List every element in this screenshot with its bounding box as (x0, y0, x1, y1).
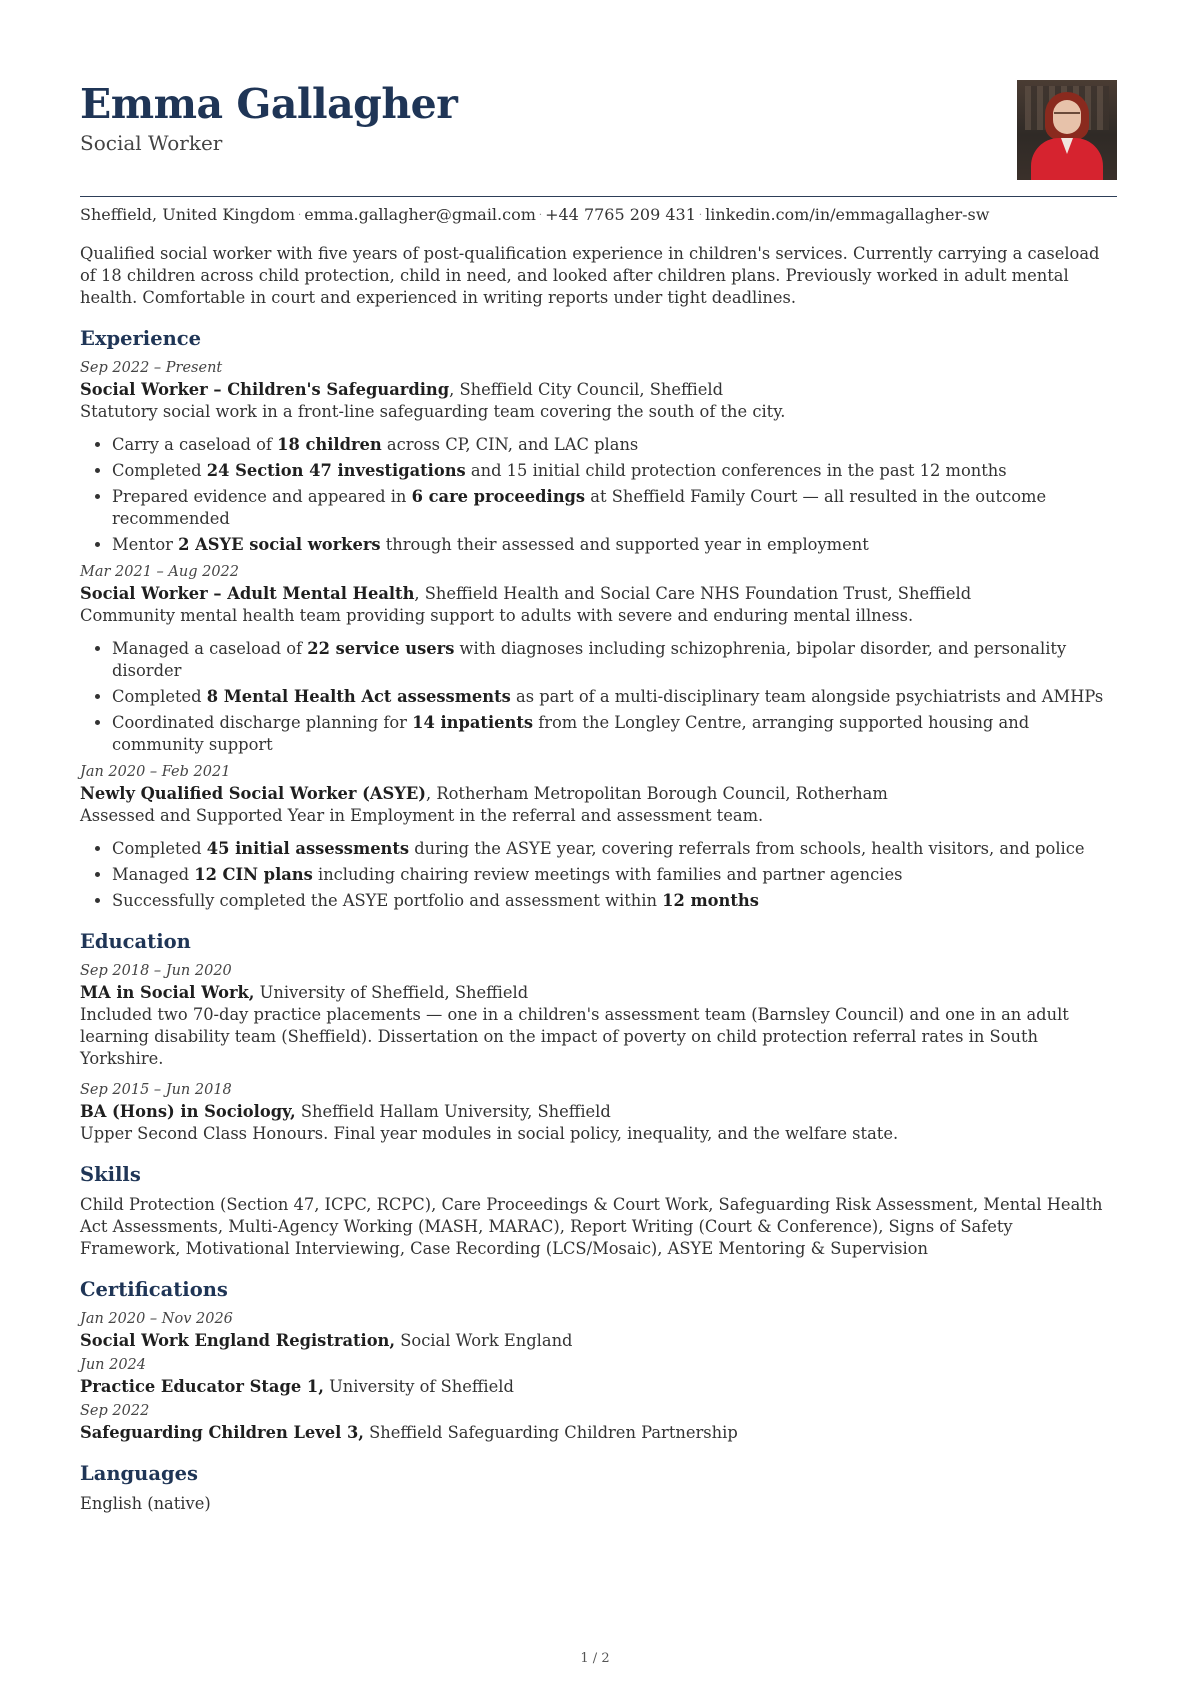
job-title: Social Worker – Adult Mental Health (80, 583, 415, 603)
achievement-text: across CP, CIN, and LAC plans (381, 434, 639, 454)
header-divider (80, 196, 1117, 197)
section-heading-certifications: Certifications (80, 1277, 228, 1301)
certification-issuer: Social Work England (395, 1330, 573, 1350)
achievement-highlight: 45 initial assessments (206, 838, 410, 858)
employer: , Sheffield Health and Social Care NHS Foundation Trust, Sheffield (414, 583, 972, 603)
section-heading-education: Education (80, 929, 191, 953)
languages-text: English (native) (80, 1493, 211, 1513)
resume-header (80, 80, 1117, 196)
certification-entry (80, 1355, 1117, 1398)
certification-date: Jan 2020 – Nov 2026 (80, 1310, 233, 1327)
achievement-highlight: 14 inpatients (412, 712, 534, 732)
achievement-text: Completed (112, 686, 207, 706)
experience-entry (80, 358, 1117, 556)
certification-title-line (80, 1375, 1117, 1398)
education-entry (80, 961, 1117, 1070)
contact-line: Sheffield, United Kingdom · emma.gallagher@gmail.com · +44 7765 209 431 · linkedin.com/in/emmagallagher-sw (80, 205, 990, 224)
experience-title-line (80, 782, 1117, 805)
achievement-text: Completed (112, 460, 207, 480)
certification-title-line (80, 1421, 1117, 1444)
achievement-text: from the Longley Centre, arranging supported housing and community support (112, 712, 1030, 754)
candidate-name: Emma Gallagher (80, 80, 458, 128)
section-heading-languages: Languages (80, 1461, 198, 1485)
certification-date: Sep 2022 (80, 1402, 150, 1419)
certification-entry (80, 1401, 1117, 1444)
contact-email[interactable]: emma.gallagher@gmail.com (304, 205, 536, 224)
certifications-list (80, 1309, 1117, 1444)
achievement-text: Carry a caseload of (112, 434, 278, 454)
experience-entry (80, 562, 1117, 756)
candidate-role: Social Worker (80, 131, 223, 155)
experience-description: Assessed and Supported Year in Employment in the referral and assessment team. (80, 805, 764, 825)
section-heading-experience: Experience (80, 326, 202, 350)
achievement-text: as part of a multi-disciplinary team alongside psychiatrists and AMHPs (510, 686, 1104, 706)
summary-paragraph: Qualified social worker with five years of post-qualification experience in children's services. Currently carrying a caseload of 18 children across child protection, child in need, and looked after children plans. Previously worked in adult mental health. Comfortable in court and experienced in writing reports under tight deadlines. (80, 243, 1100, 307)
contact-phone: +44 7765 209 431 (545, 205, 696, 224)
achievement-item (112, 838, 1117, 860)
achievement-list (80, 638, 1117, 756)
degree-title: BA (Hons) in Sociology, (80, 1101, 296, 1121)
education-description: Upper Second Class Honours. Final year modules in social policy, inequality, and the welfare state. (80, 1123, 899, 1143)
achievement-text: Managed a caseload of (112, 638, 308, 658)
achievement-text: Successfully completed the ASYE portfolio and assessment within (112, 890, 663, 910)
achievement-item (112, 686, 1117, 708)
experience-date: Sep 2022 – Present (80, 359, 223, 376)
certification-title-line (80, 1329, 1117, 1352)
achievement-list (80, 838, 1117, 912)
degree-title: MA in Social Work, (80, 982, 255, 1002)
achievement-highlight: 12 months (662, 890, 759, 910)
achievement-item (112, 638, 1117, 682)
achievement-text: Completed (112, 838, 207, 858)
achievement-item (112, 864, 1117, 886)
achievement-text: including chairing review meetings with families and partner agencies (312, 864, 903, 884)
achievement-text: and 15 initial child protection conferences in the past 12 months (465, 460, 1007, 480)
section-heading-skills: Skills (80, 1162, 141, 1186)
page-number: 1 / 2 (580, 1651, 610, 1666)
resume-page (80, 64, 1117, 1515)
job-title: Newly Qualified Social Worker (ASYE) (80, 783, 426, 803)
achievement-highlight: 22 service users (307, 638, 455, 658)
experience-date: Jan 2020 – Feb 2021 (80, 763, 231, 780)
certification-title: Safeguarding Children Level 3, (80, 1422, 364, 1442)
institution: Sheffield Hallam University, Sheffield (295, 1101, 611, 1121)
achievement-text: Coordinated discharge planning for (112, 712, 413, 732)
job-title: Social Worker – Children's Safeguarding (80, 379, 450, 399)
achievement-text: Managed (112, 864, 195, 884)
achievement-highlight: 8 Mental Health Act assessments (206, 686, 511, 706)
certification-issuer: Sheffield Safeguarding Children Partnership (363, 1422, 738, 1442)
education-date: Sep 2018 – Jun 2020 (80, 962, 232, 979)
contact-location: Sheffield, United Kingdom (80, 205, 296, 224)
achievement-item (112, 712, 1117, 756)
certification-title: Social Work England Registration, (80, 1330, 396, 1350)
achievement-highlight: 18 children (277, 434, 382, 454)
achievement-highlight: 6 care proceedings (411, 486, 586, 506)
education-entry (80, 1080, 1117, 1145)
achievement-text: Prepared evidence and appeared in (112, 486, 412, 506)
experience-description: Community mental health team providing support to adults with severe and enduring mental illness. (80, 605, 914, 625)
experience-entry (80, 762, 1117, 912)
institution: University of Sheffield, Sheffield (254, 982, 529, 1002)
achievement-item (112, 534, 1117, 556)
experience-list (80, 358, 1117, 912)
achievement-item (112, 460, 1117, 482)
experience-title-line (80, 582, 1117, 605)
contact-linkedin[interactable]: linkedin.com/in/emmagallagher-sw (705, 205, 990, 224)
achievement-list (80, 434, 1117, 556)
education-title-line (80, 981, 1117, 1004)
education-list (80, 961, 1117, 1145)
profile-photo (1017, 80, 1117, 180)
certification-issuer: University of Sheffield (323, 1376, 514, 1396)
achievement-text: through their assessed and supported year in employment (380, 534, 869, 554)
experience-date: Mar 2021 – Aug 2022 (80, 563, 240, 580)
achievement-highlight: 12 CIN plans (194, 864, 313, 884)
education-title-line (80, 1100, 1117, 1123)
employer: , Rotherham Metropolitan Borough Council, Rotherham (425, 783, 888, 803)
skills-text: Child Protection (Section 47, ICPC, RCPC), Care Proceedings & Court Work, Safeguarding Risk Assessment, Mental Health Act Assessments, Multi-Agency Working (MASH, MARAC), Report Writing (Court & Conference), Signs of Safety Framework, Motivational Interviewing, Case Recording (LCS/Mosaic), ASYE Mentoring & Supervision (80, 1194, 1103, 1258)
achievement-text: Mentor (112, 534, 179, 554)
education-date: Sep 2015 – Jun 2018 (80, 1081, 232, 1098)
achievement-highlight: 24 Section 47 investigations (206, 460, 466, 480)
employer: , Sheffield City Council, Sheffield (449, 379, 724, 399)
certification-title: Practice Educator Stage 1, (80, 1376, 324, 1396)
education-description: Included two 70-day practice placements — one in a children's assessment team (Barnsley Council) and one in an adult learning disability team (Sheffield). Dissertation on the impact of poverty on child protection referral rates in South Yorkshire. (80, 1004, 1069, 1068)
achievement-item (112, 486, 1117, 530)
experience-description: Statutory social work in a front-line safeguarding team covering the south of the city. (80, 401, 786, 421)
achievement-item (112, 890, 1117, 912)
experience-title-line (80, 378, 1117, 401)
certification-date: Jun 2024 (80, 1356, 147, 1373)
achievement-text: at Sheffield Family Court — all resulted in the outcome recommended (112, 486, 1047, 528)
achievement-text: with diagnoses including schizophrenia, bipolar disorder, and personality disorder (112, 638, 1067, 680)
achievement-text: during the ASYE year, covering referrals from schools, health visitors, and police (409, 838, 1085, 858)
achievement-highlight: 2 ASYE social workers (178, 534, 381, 554)
achievement-item (112, 434, 1117, 456)
certification-entry (80, 1309, 1117, 1352)
